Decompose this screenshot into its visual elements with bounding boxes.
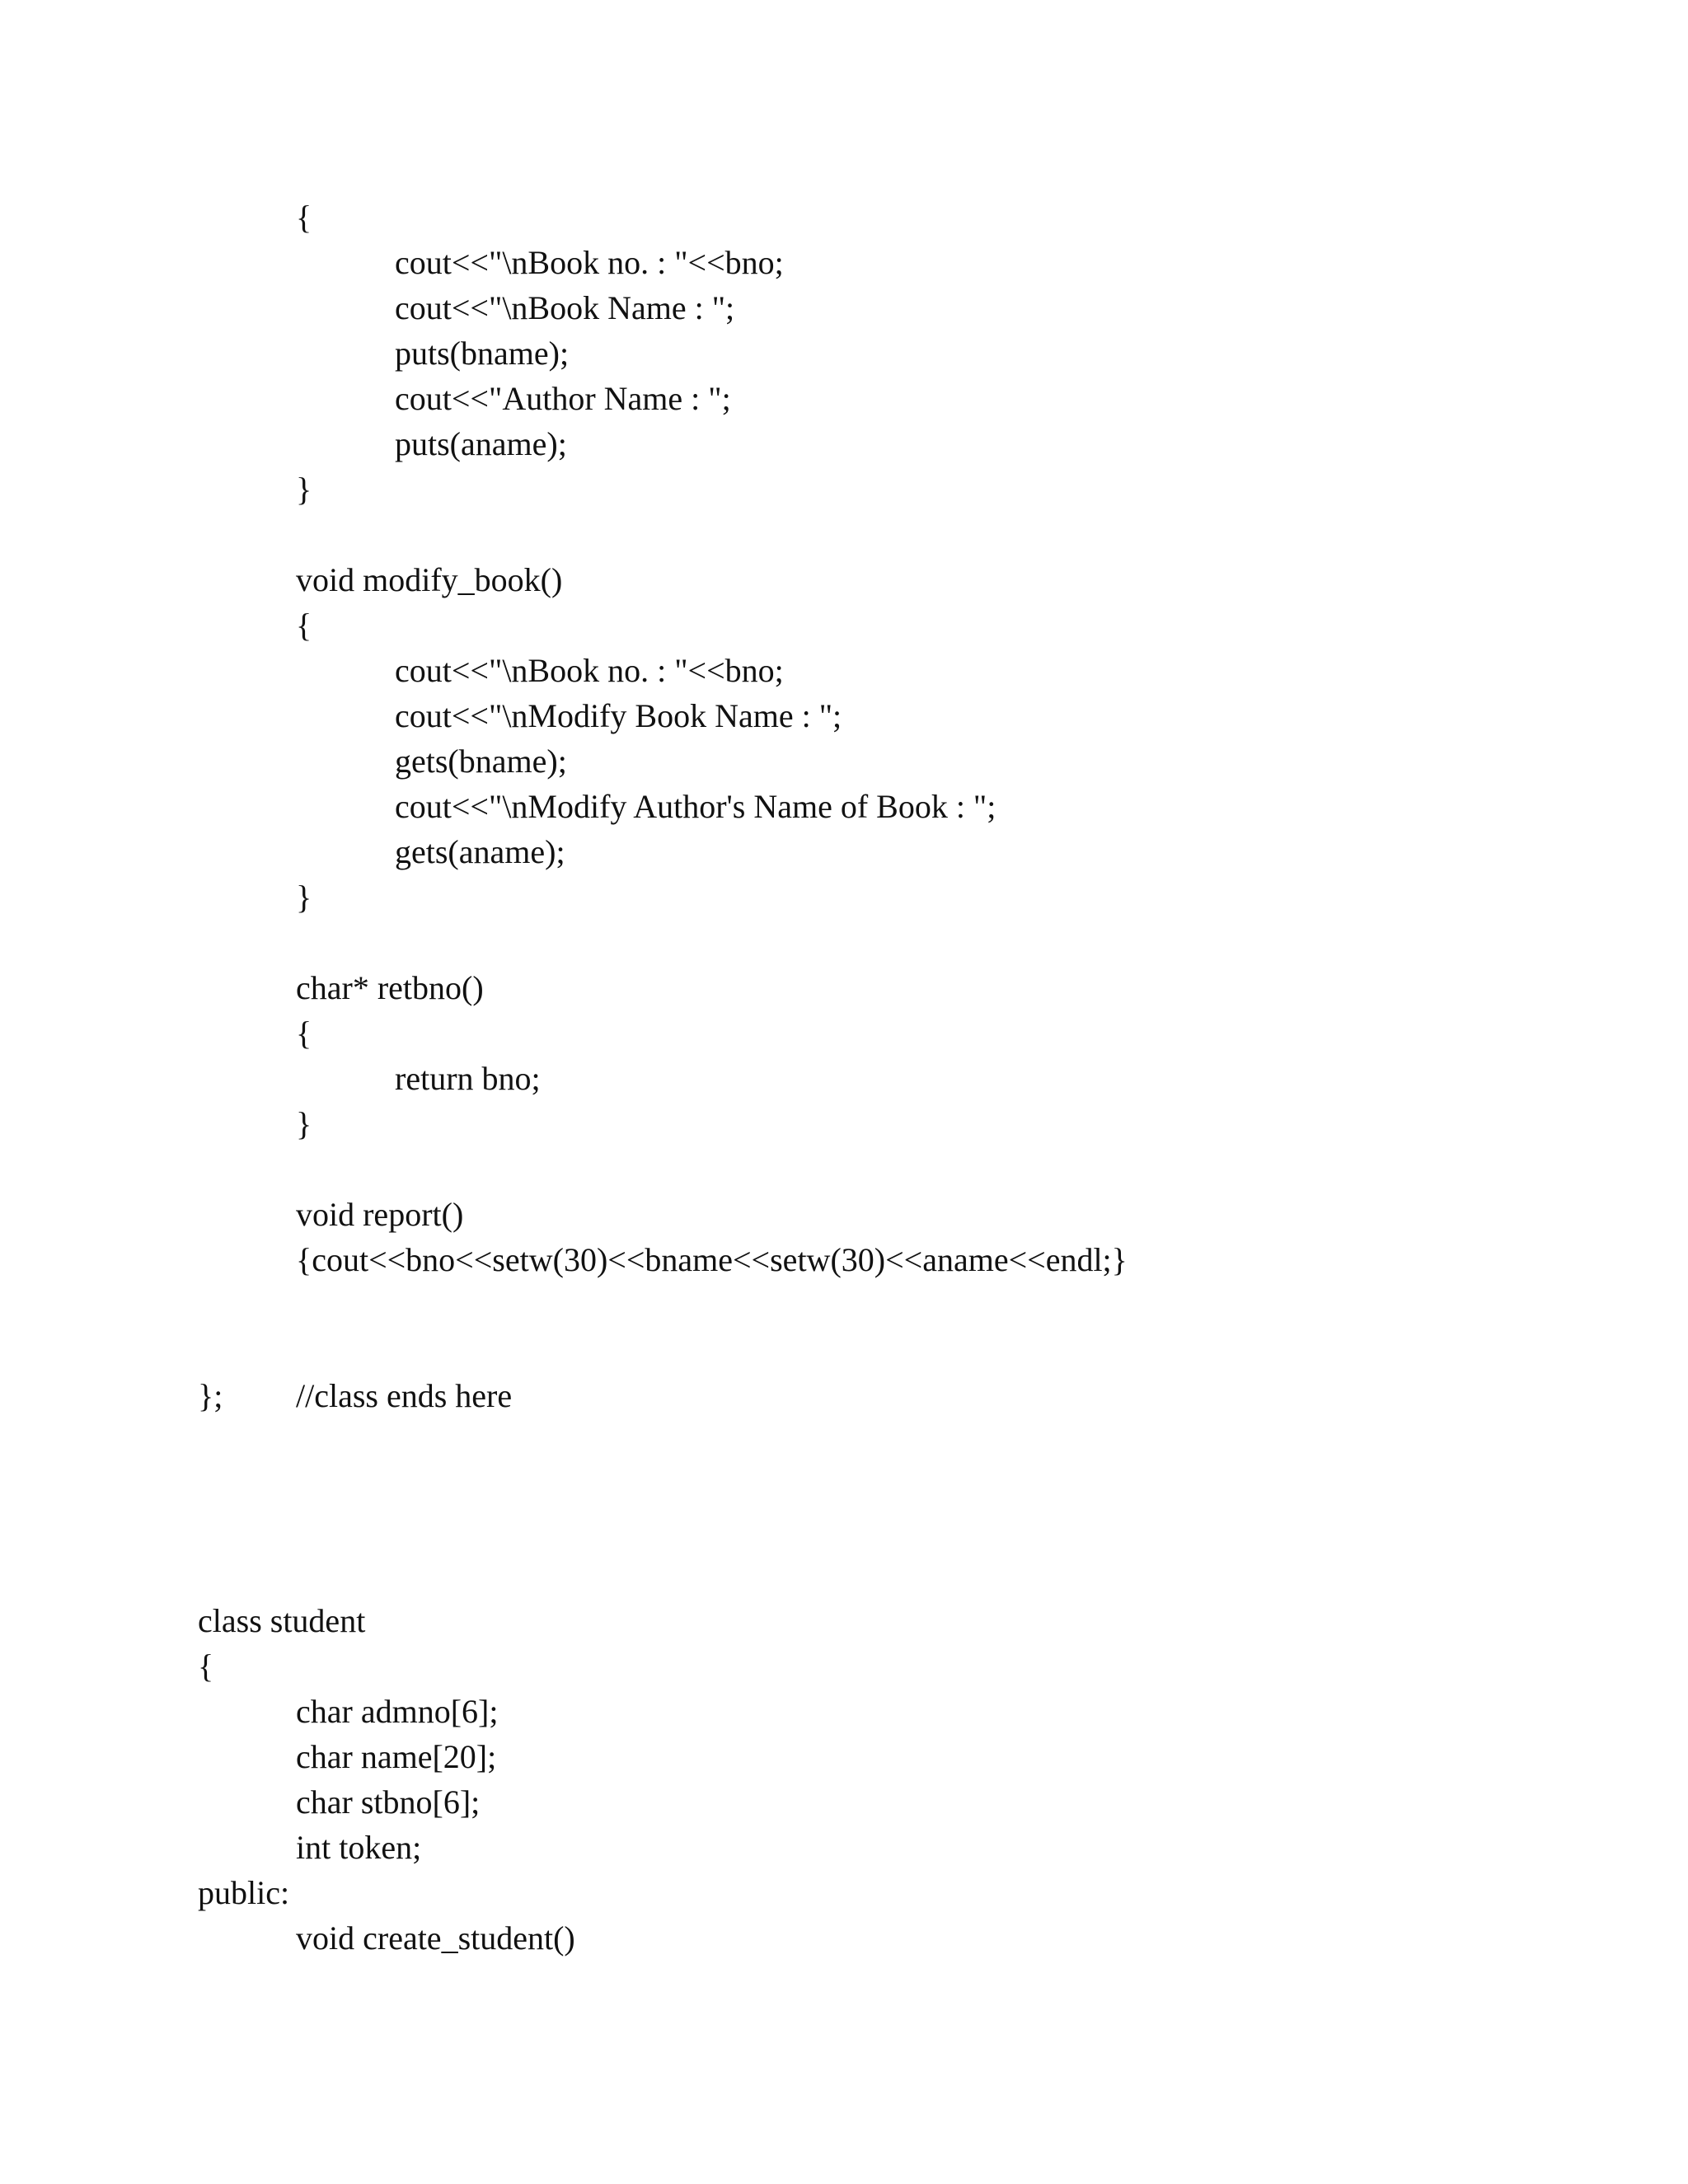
code-line: char stbno[6]; bbox=[296, 1783, 481, 1821]
code-line: puts(bname); bbox=[395, 335, 570, 372]
code-line: void report() bbox=[296, 1196, 464, 1233]
code-line: } bbox=[296, 471, 312, 508]
code-line: {cout<<bno<<setw(30)<<bname<<setw(30)<<aname<<endl;} bbox=[296, 1241, 1128, 1278]
code-line: return bno; bbox=[395, 1060, 541, 1097]
code-line: cout<<"Author Name : "; bbox=[395, 380, 731, 417]
code-line: { bbox=[296, 607, 312, 644]
code-comment: //class ends here bbox=[296, 1377, 513, 1414]
code-line: char name[20]; bbox=[296, 1738, 497, 1775]
code-line: cout<<"\nBook Name : "; bbox=[395, 289, 735, 326]
code-line: void create_student() bbox=[296, 1919, 575, 1957]
code-line: } bbox=[296, 879, 312, 916]
code-line: void modify_book() bbox=[296, 561, 563, 598]
code-line: }; bbox=[198, 1377, 223, 1414]
code-line: { bbox=[296, 1015, 312, 1052]
code-line: cout<<"\nModify Author's Name of Book : "; bbox=[395, 788, 996, 825]
code-line: { bbox=[296, 199, 312, 236]
code-line: public: bbox=[198, 1874, 290, 1911]
code-line: { bbox=[198, 1647, 214, 1685]
code-line: gets(aname); bbox=[395, 833, 565, 870]
code-line: cout<<"\nModify Book Name : "; bbox=[395, 697, 842, 734]
code-line: class student bbox=[198, 1602, 366, 1639]
code-line: cout<<"\nBook no. : "<<bno; bbox=[395, 652, 784, 689]
code-line: puts(aname); bbox=[395, 425, 567, 462]
code-line: char admno[6]; bbox=[296, 1693, 499, 1730]
code-line: gets(bname); bbox=[395, 743, 567, 780]
code-line: int token; bbox=[296, 1829, 422, 1866]
code-line: } bbox=[296, 1105, 312, 1142]
code-line: char* retbno() bbox=[296, 969, 484, 1006]
code-line: cout<<"\nBook no. : "<<bno; bbox=[395, 244, 784, 281]
